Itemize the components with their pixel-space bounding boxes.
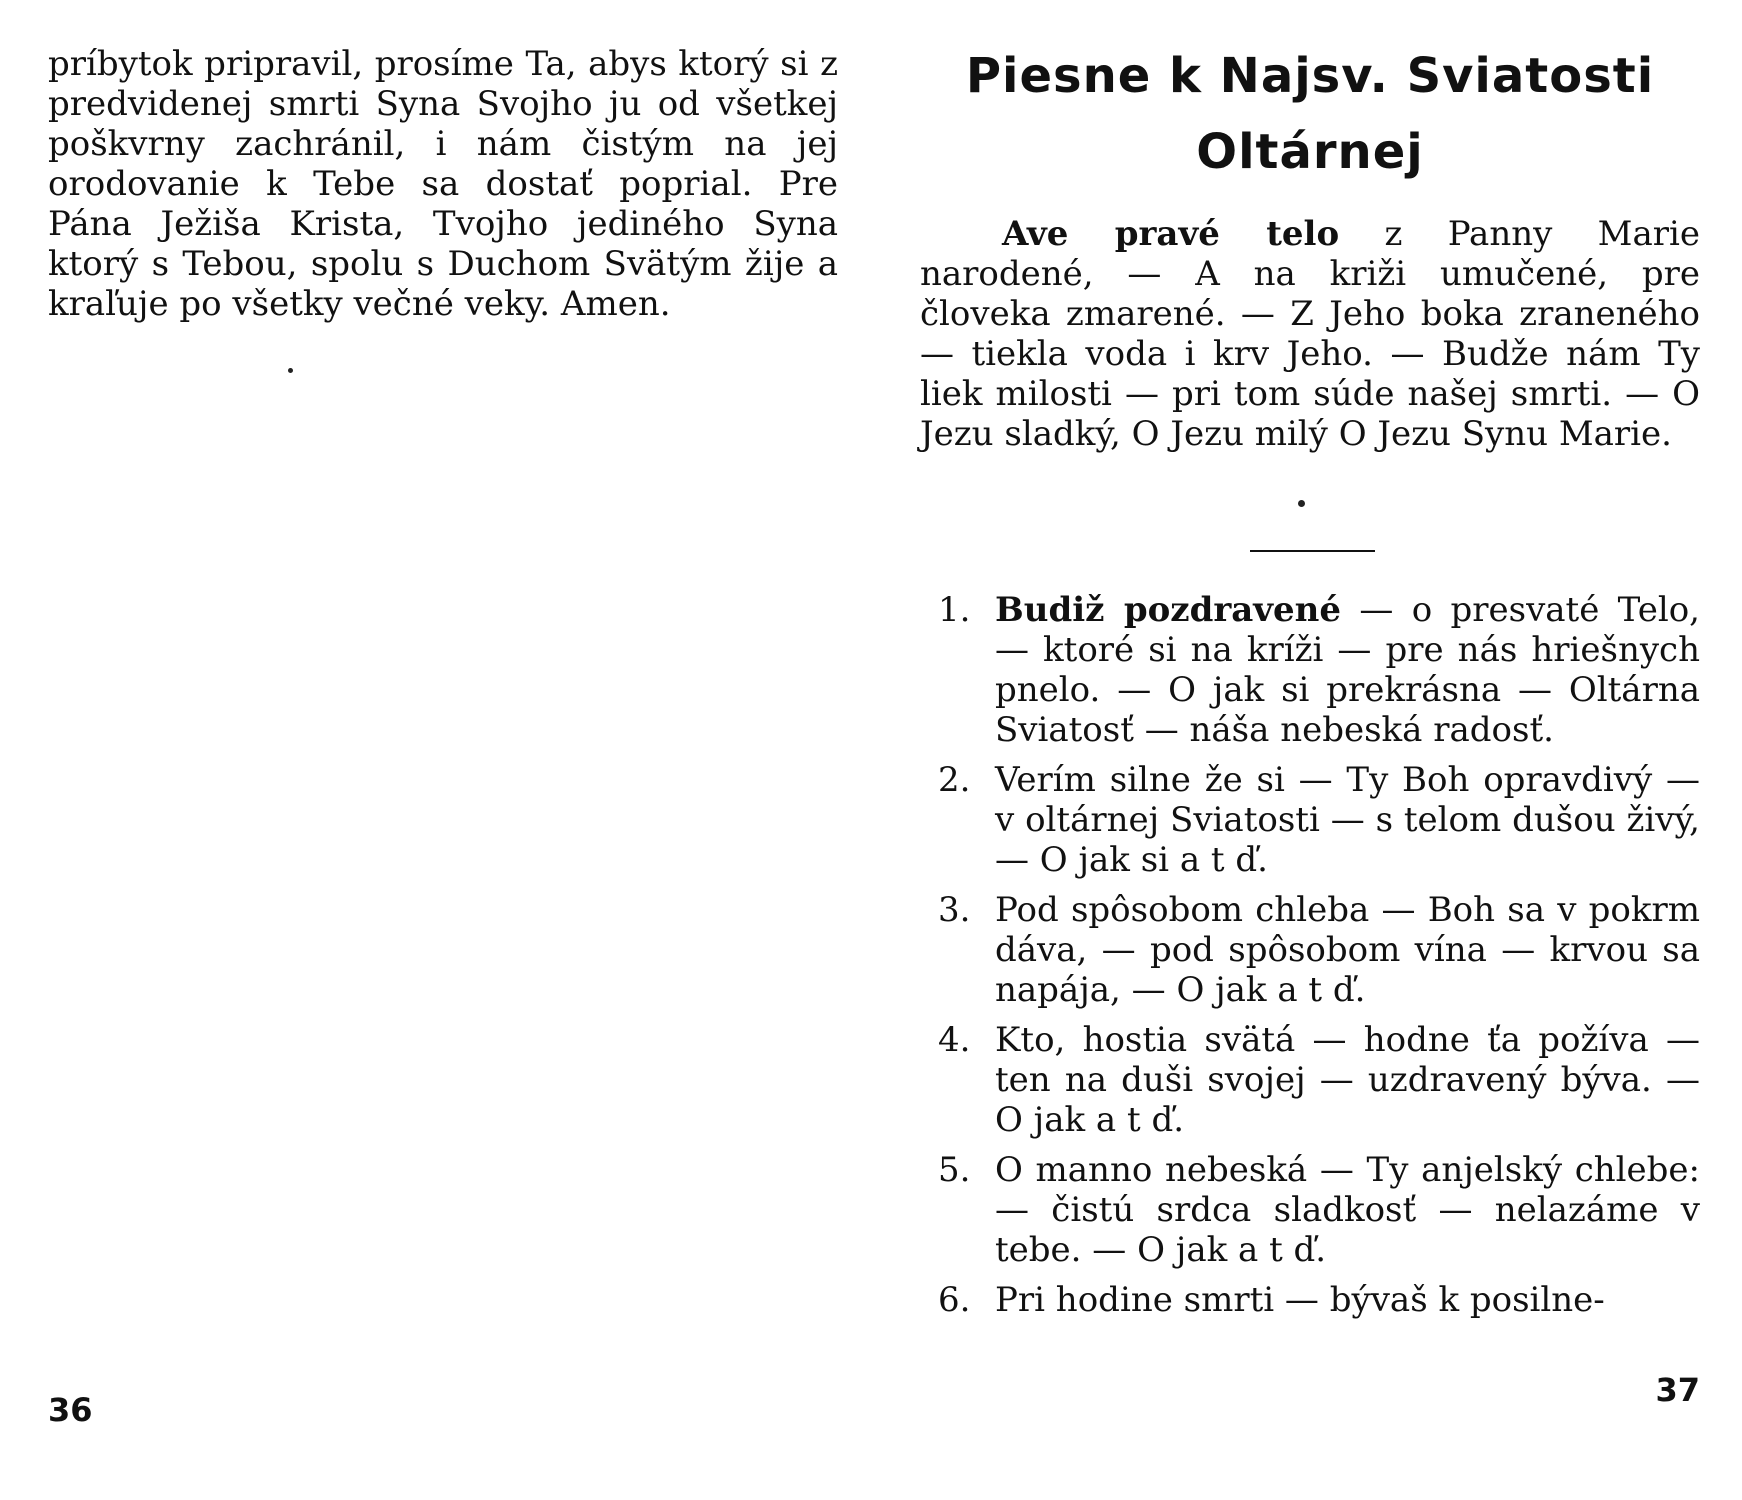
page-number-left: 36: [48, 1391, 93, 1429]
verse-text: Verím silne že si — Ty Boh opravdivý — v oltárnej Sviatosti — s telom dušou živý, — O jak si a t ď.: [995, 760, 1700, 880]
verse-text: Pod spôsobom chleba — Boh sa v pokrm dáva, — pod spôsobom vína — krvou sa napája, — O jak a t ď.: [995, 890, 1700, 1010]
verse-number: 4.: [938, 1020, 971, 1060]
title-line-2: Oltárnej: [1196, 124, 1424, 180]
verse-number: 5.: [938, 1150, 971, 1190]
ink-speck: [1298, 500, 1305, 507]
intro-paragraph: [920, 214, 1700, 454]
verse-number: 1.: [938, 590, 971, 630]
verse-text: Kto, hostia svätá — hodne ťa požíva — ten na duši svojej — uzdravený býva. — O jak a t ď.: [995, 1020, 1700, 1140]
section-divider: [1250, 550, 1375, 552]
title-line-1: Piesne k Najsv. Sviatosti: [965, 48, 1655, 104]
verse-number: 3.: [938, 890, 971, 930]
verse-item: [920, 1150, 1700, 1270]
left-paragraph: príbytok pripravil, prosíme Ta, abys ktorý si z predvidenej smrti Syna Svojho ju od všetkej poškvrny zachránil, i nám čistým na jej orodovanie k Tebe sa dostať poprial. Pre Pána Ježiša Krista, Tvojho jediného Syna ktorý s Tebou, spolu s Duchom Svätým žije a kraľuje po všetky večné veky. Amen.: [48, 44, 838, 324]
page-title: [920, 38, 1700, 190]
verse-item: [920, 760, 1700, 880]
ink-speck: [288, 368, 293, 373]
intro-bold-lead: Ave pravé telo: [1002, 214, 1340, 254]
page-number-right: 37: [1655, 1371, 1700, 1409]
verse-item: [920, 590, 1700, 750]
verse-text: Pri hodine smrti — bývaš k posilne-: [995, 1280, 1605, 1320]
verse-number: 6.: [938, 1280, 971, 1320]
right-page: [920, 0, 1700, 1500]
verse-number: 2.: [938, 760, 971, 800]
verse-list: [920, 590, 1700, 1330]
verse-bold-lead: Budiž pozdravené: [995, 590, 1342, 630]
verse-item: [920, 1280, 1700, 1320]
verse-item: [920, 890, 1700, 1010]
intro-text: z Panny Marie narodené, — A na križi umučené, pre človeka zmarené. — Z Jeho boka zraneného — tiekla voda i krv Jeho. — Budže nám Ty liek milosti — pri tom súde našej smrti. — O Jezu sladký, O Jezu milý O Jezu Synu Marie.: [920, 214, 1700, 454]
verse-text: O manno nebeská — Ty anjelský chlebe: — čistú srdca sladkosť — nelazáme v tebe. — O jak a t ď.: [995, 1150, 1700, 1270]
verse-item: [920, 1020, 1700, 1140]
verse-text: — o presvaté Telo, — ktoré si na kríži — pre nás hriešnych pnelo. — O jak si prekrásna — Oltárna Sviatosť — náša nebeská radosť.: [995, 590, 1700, 750]
left-page: [48, 0, 838, 1500]
